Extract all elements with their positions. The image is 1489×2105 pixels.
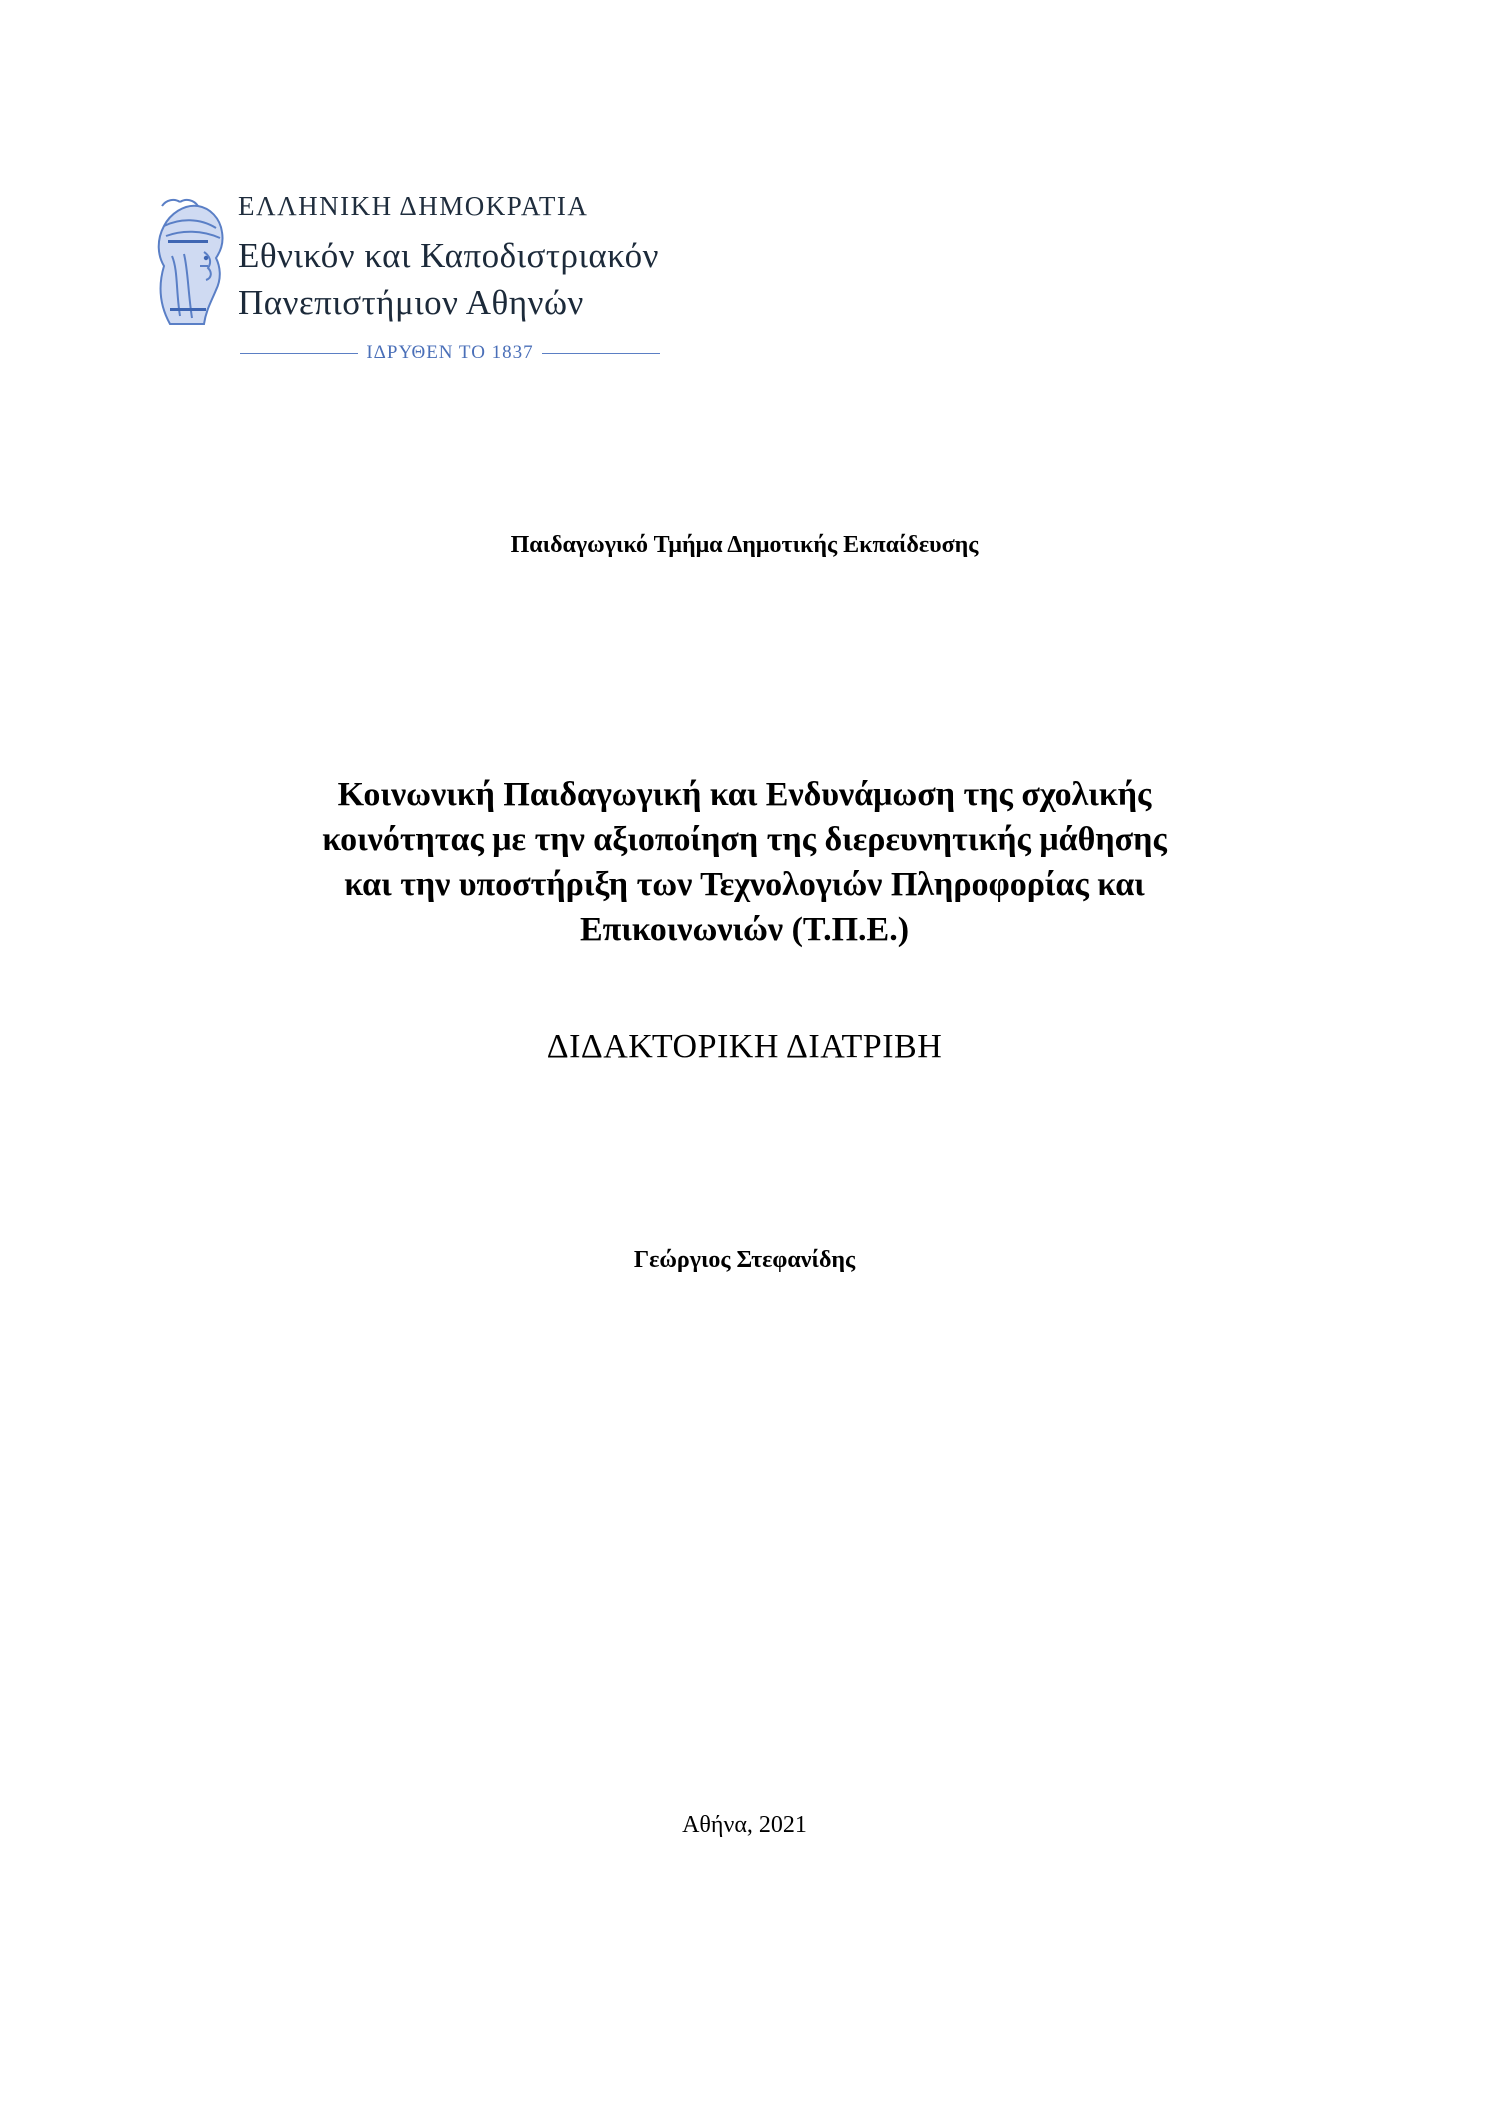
department-heading: Παιδαγωγικό Τμήμα Δημοτικής Εκπαίδευσης (510, 532, 979, 558)
founded-row (240, 340, 660, 366)
founded-label: ΙΔΡΥΘΕΝ ΤΟ 1837 (366, 342, 534, 363)
divider (542, 353, 660, 354)
university-name-block (238, 188, 798, 326)
thesis-title-line: και την υποστήριξη των Τεχνολογιών Πληροφορίας και (344, 866, 1145, 903)
thesis-title (0, 772, 1489, 952)
thesis-title-line: κοινότητας με την αξιοποίηση της διερευνητικής μάθησης (322, 821, 1167, 858)
author-name: Γεώργιος Στεφανίδης (633, 1247, 856, 1273)
athena-head-emblem-icon (150, 196, 228, 328)
university-name-line2: Πανεπιστήμιον Αθηνών (238, 283, 584, 322)
university-header (150, 188, 770, 368)
republic-label: ΕΛΛΗΝΙΚΗ ΔΗΜΟΚΡΑΤΙΑ (238, 191, 589, 221)
thesis-title-line: Κοινωνική Παιδαγωγική και Ενδυνάμωση της σχολικής (337, 776, 1152, 813)
place-date: Αθήνα, 2021 (682, 1812, 807, 1838)
university-name-line1: Εθνικόν και Καποδιστριακόν (238, 236, 659, 275)
document-type: ΔΙΔΑΚΤΟΡΙΚΗ ΔΙΑΤΡΙΒΗ (546, 1028, 943, 1065)
divider (240, 353, 358, 354)
thesis-title-line: Επικοινωνιών (Τ.Π.Ε.) (579, 911, 910, 948)
